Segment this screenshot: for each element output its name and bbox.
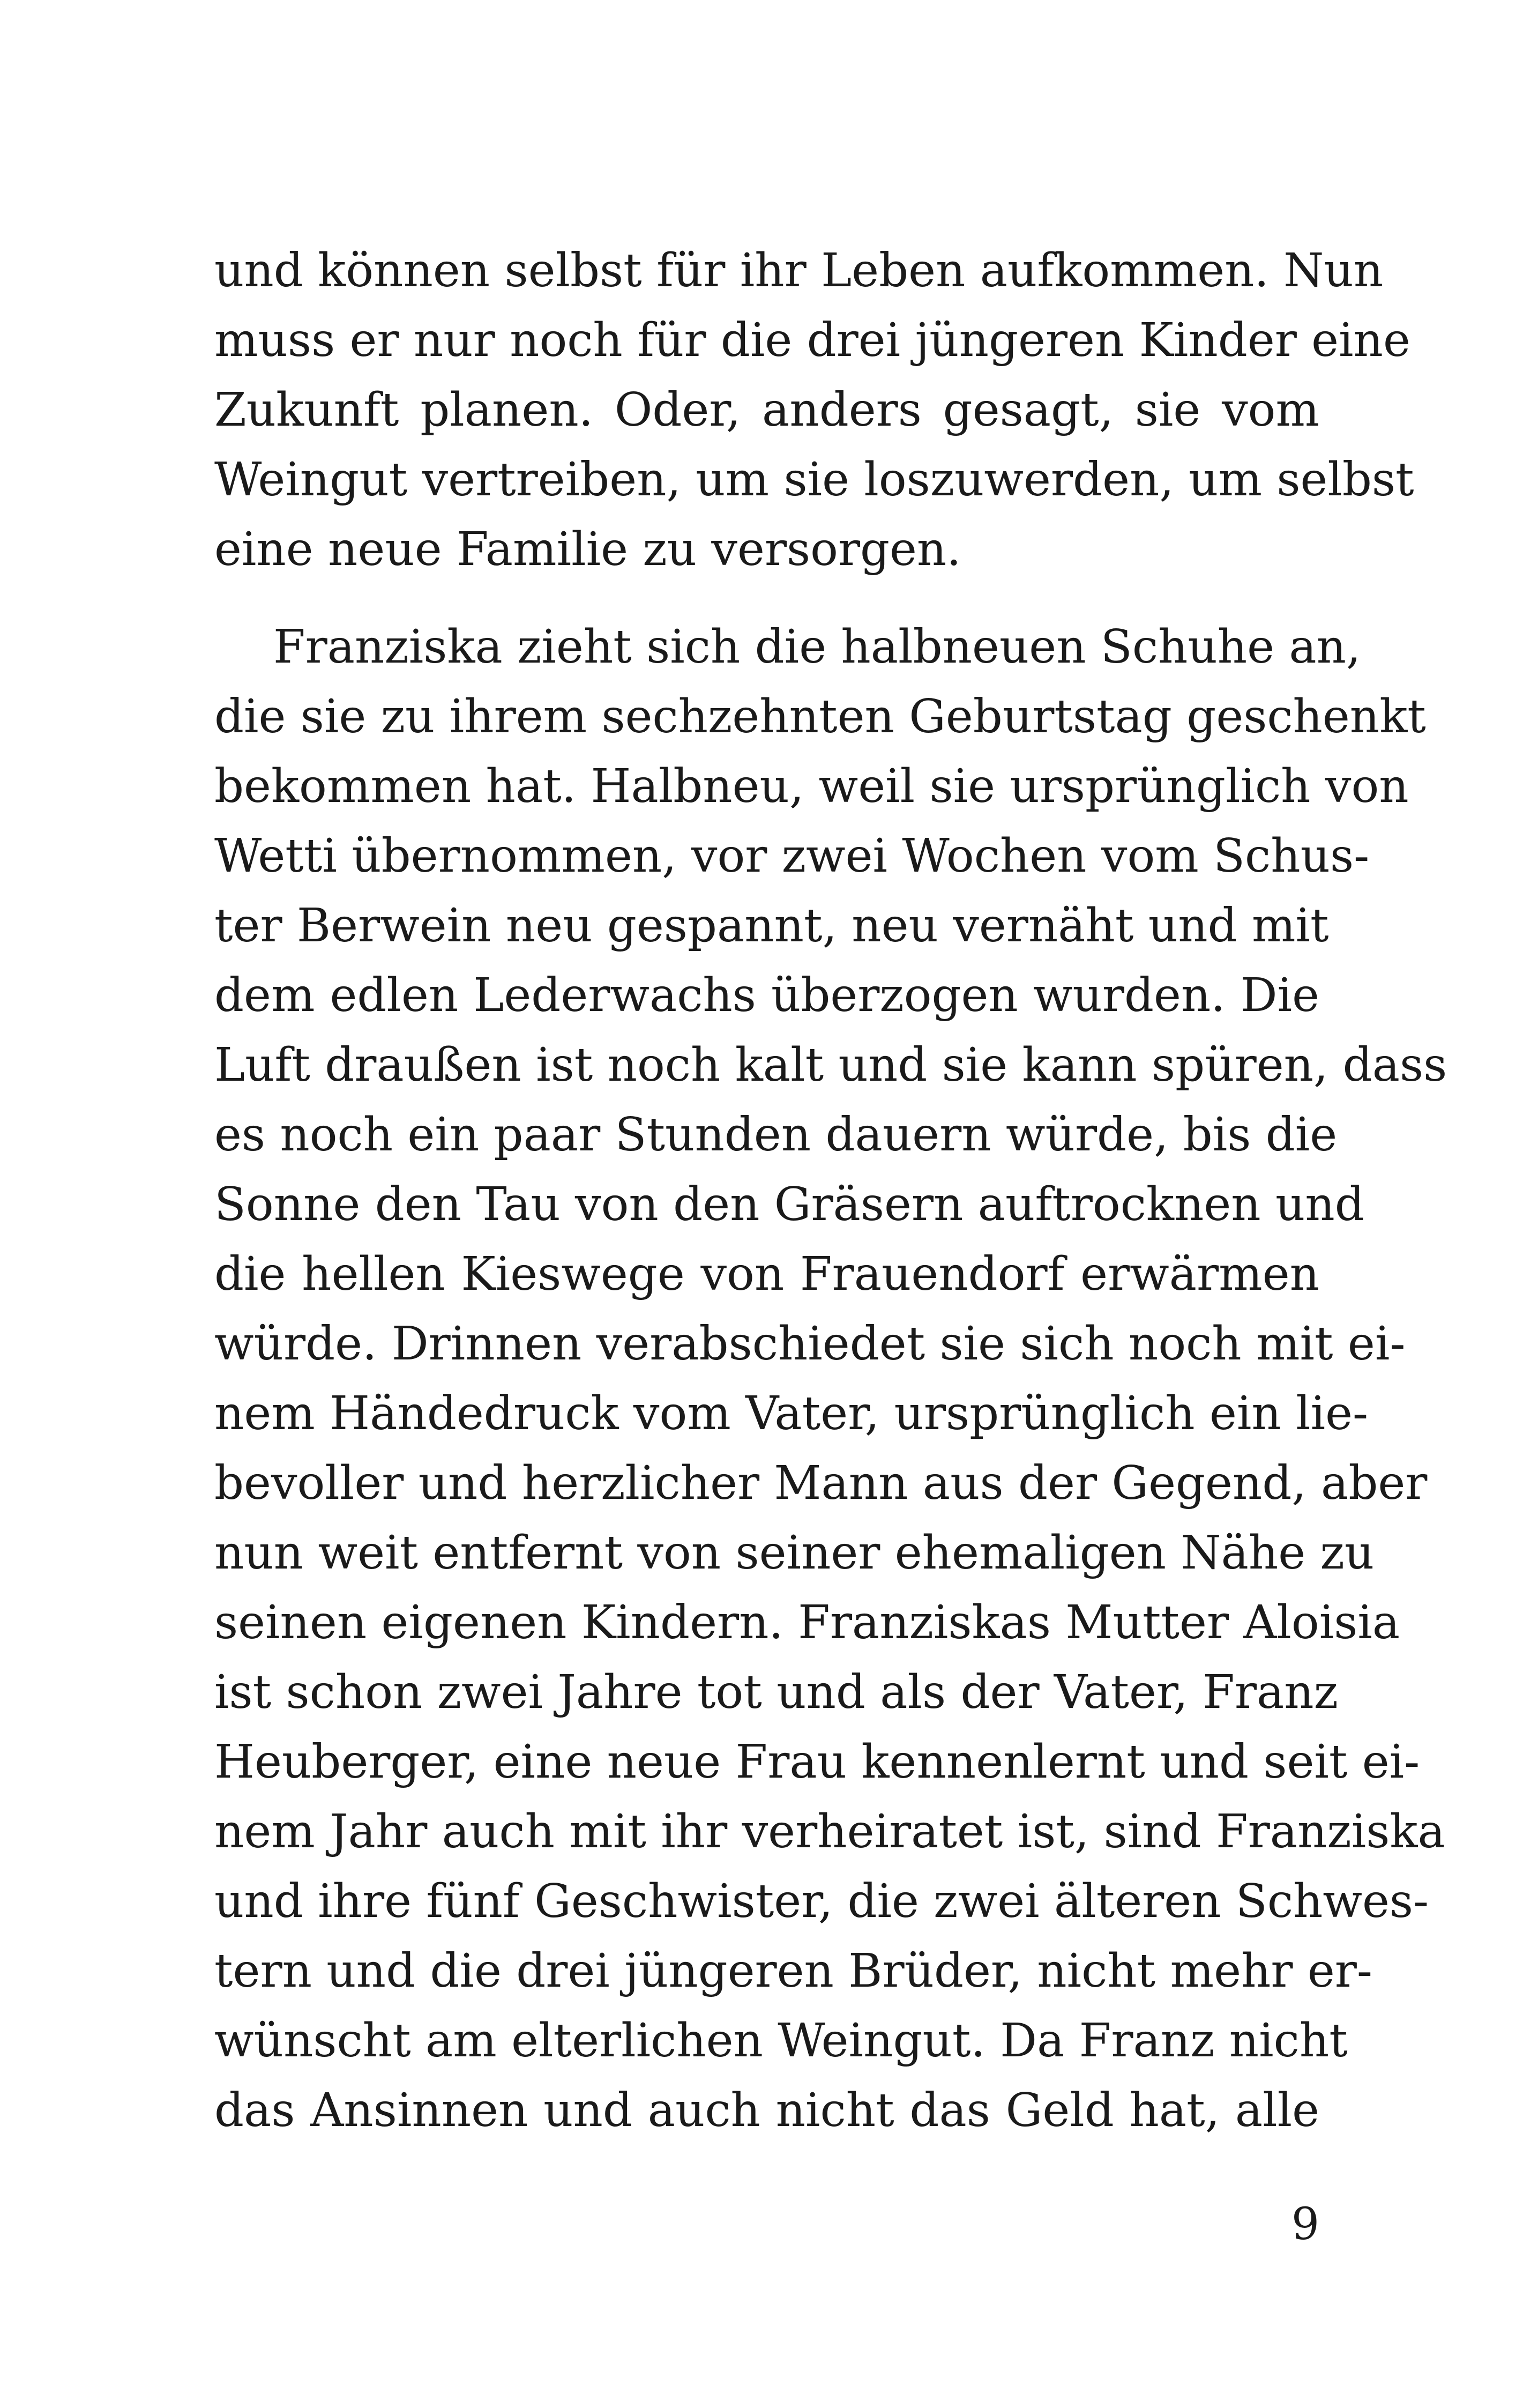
text-line: und ihre fünf Geschwister, die zwei älteren Schwes- [214, 1875, 1429, 1928]
text-line: bekommen hat. Halbneu, weil sie ursprünglich von [214, 760, 1409, 813]
text-line: nun weit entfernt von seiner ehemaligen Nähe zu [214, 1526, 1375, 1580]
text-line: tern und die drei jüngeren Brüder, nicht mehr er- [214, 1944, 1372, 1998]
page-body [214, 236, 1447, 2145]
text-line: das Ansinnen und auch nicht das Geld hat, alle [214, 2084, 1319, 2137]
text-line: ter Berwein neu gespannt, neu vernäht und mit [214, 899, 1329, 953]
text-line: seinen eigenen Kindern. Franziskas Mutter Aloisia [214, 1596, 1400, 1649]
text-line: bevoller und herzlicher Mann aus der Gegend, aber [214, 1456, 1428, 1510]
text-line: würde. Drinnen verabschiedet sie sich noch mit ei- [214, 1317, 1406, 1371]
page-number: 9 [1291, 2199, 1319, 2250]
text-line: nem Jahr auch mit ihr verheiratet ist, sind Franziska [214, 1805, 1445, 1859]
text-line: es noch ein paar Stunden dauern würde, bis die [214, 1108, 1338, 1162]
text-line: wünscht am elterlichen Weingut. Da Franz nicht [214, 2014, 1348, 2068]
text-line: die hellen Kieswege von Frauendorf erwärmen [214, 1247, 1319, 1301]
text-line: die sie zu ihrem sechzehnten Geburtstag geschenkt [214, 690, 1426, 744]
text-line: nem Händedruck vom Vater, ursprünglich ein lie- [214, 1387, 1369, 1440]
text-line: Luft draußen ist noch kalt und sie kann spüren, dass [214, 1038, 1447, 1092]
paragraph [214, 236, 1414, 584]
text-line: und können selbst für ihr Leben aufkommen. Nun [214, 244, 1384, 298]
text-line: Wetti übernommen, vor zwei Wochen vom Schus- [214, 829, 1370, 883]
text-line: Zukunft planen. Oder, anders gesagt, sie vom [214, 383, 1319, 437]
text-line: dem edlen Lederwachs überzogen wurden. Die [214, 969, 1319, 1022]
text-line: Franziska zieht sich die halbneuen Schuhe an, [273, 620, 1361, 674]
text-line: ist schon zwei Jahre tot und als der Vater, Franz [214, 1666, 1338, 1719]
text-line: Heuberger, eine neue Frau kennenlernt und seit ei- [214, 1735, 1420, 1789]
text-line: eine neue Familie zu versorgen. [214, 523, 961, 576]
paragraph [214, 612, 1447, 2145]
paragraph-spacer [214, 584, 1319, 612]
text-line: Sonne den Tau von den Gräsern auftrocknen und [214, 1178, 1364, 1231]
text-line: Weingut vertreiben, um sie loszuwerden, um selbst [214, 453, 1414, 507]
text-line: muss er nur noch für die drei jüngeren Kinder eine [214, 314, 1410, 367]
